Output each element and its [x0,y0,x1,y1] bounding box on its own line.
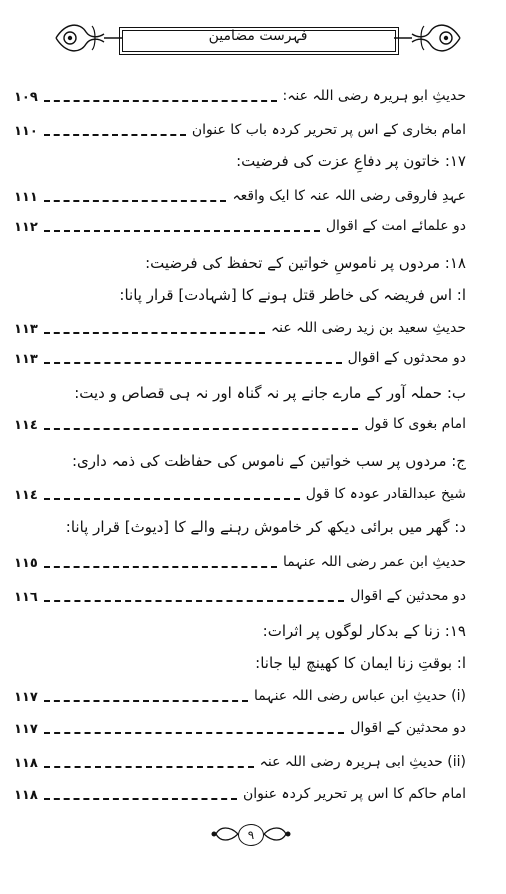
section-heading-text: ا: بوقتِ زنا ایمان کا کھینچ لیا جانا: [255,654,466,672]
section-heading-row [14,286,466,312]
page-ref-number: ١١٣ [14,352,38,367]
section-heading-text: ١٧: خاتون پر دفاعِ عزت کی فرضیت: [236,152,466,170]
toc-entry-row [14,786,466,812]
page-ref-number: ١١٨ [14,788,38,803]
leader-dashes [44,362,342,364]
toc-entry-row [14,588,466,614]
leader-dashes [44,134,186,136]
page-title: فہرست مضامین [208,28,308,44]
toc-entry-row [14,88,466,114]
entry-title: دو محدثوں کے اقوال [347,350,466,366]
page-ref-number: ١١٥ [14,556,38,571]
page-ref-number: ١١٧ [14,722,38,737]
toc-entry-row [14,218,466,244]
page-footer [210,820,292,848]
section-heading-text: ا: اس فریضہ کی خاطر قتل ہونے کا [شہادت] قرار پانا: [119,286,466,304]
entry-title: دو علمائے امت کے اقوال [325,218,466,234]
toc-entry-row [14,720,466,746]
entry-title: دو محدثین کے اقوال [350,720,466,736]
page-ref-number: ١١٦ [14,590,38,605]
entry-title: حدیثِ ابو ہریرہ رضی اللہ عنہ: [282,88,466,104]
leader-dashes [44,230,320,232]
page-number: ٩ [238,824,264,846]
leader-dashes [44,700,248,702]
toc-entry-row [14,688,466,714]
toc-entry-row [14,350,466,376]
section-heading-text: د: گھر میں برائی دیکھ کر خاموش رہنے والے کا [دیوث] قرار پانا: [65,518,466,536]
leader-dashes [44,200,226,202]
toc-entry-row [14,416,466,442]
toc-entry-row [14,122,466,148]
section-heading-row [14,518,466,544]
entry-title: امام بخاری کے اس پر تحریر کردہ باب کا عنوان [191,122,466,138]
entry-title: (ii) حدیثِ ابی ہریرہ رضی اللہ عنہ [259,754,466,770]
entry-title: (i) حدیثِ ابن عباس رضی اللہ عنہما [254,688,466,704]
toc-entry-row [14,188,466,214]
page-ref-number: ١١٤ [14,418,38,433]
leader-dashes [44,332,265,334]
section-heading-text: ج: مردوں پر سب خواتین کے ناموس کی حفاظت کی ذمہ داری: [71,452,466,470]
toc-entry-row [14,554,466,580]
entry-title: حدیثِ ابن عمر رضی اللہ عنہما [283,554,466,570]
leader-dashes [44,498,300,500]
section-heading-text: ب: حملہ آور کے مارے جانے پر نہ گناہ اور نہ ہی قصاص و دیت: [74,384,466,402]
page-ref-number: ١١٣ [14,322,38,337]
leader-dashes [44,600,344,602]
page-ref-number: ١١١ [14,190,38,205]
section-heading-row [14,622,466,648]
page-header [52,16,464,60]
leader-dashes [44,428,358,430]
page-ref-number: ١١٢ [14,220,38,235]
toc-entry-row [14,486,466,512]
section-heading-text: ١٨: مردوں پر ناموسِ خواتین کے تحفظ کی فرضیت: [145,254,466,272]
entry-title: عہدِ فاروقی رضی اللہ عنہ کا ایک واقعہ [232,188,466,204]
toc-entry-row [14,754,466,780]
footer-ornament-left-icon [210,826,238,842]
leader-dashes [44,766,254,768]
section-heading-row [14,452,466,478]
footer-ornament-right-icon [264,826,292,842]
page-ref-number: ١١٠ [14,124,38,139]
section-heading-row [14,384,466,410]
leader-dashes [44,566,277,568]
entry-title: حدیثِ سعید بن زید رضی اللہ عنہ [270,320,466,336]
section-heading-row [14,654,466,680]
entry-title: امام حاکم کا اس پر تحریر کردہ عنوان [243,786,466,802]
page-ref-number: ١٠٩ [14,90,38,105]
entry-title: شیخ عبدالقادر عودہ کا قول [305,486,466,502]
leader-dashes [44,732,344,734]
header-ornament-left-icon [52,16,122,60]
page-ref-number: ١١٧ [14,690,38,705]
leader-dashes [44,100,277,102]
page-ref-number: ١١٤ [14,488,38,503]
section-heading-row [14,152,466,178]
entry-title: امام بغوی کا قول [364,416,466,432]
header-ornament-right-icon [394,16,464,60]
section-heading-text: ١٩: زنا کے بدکار لوگوں پر اثرات: [262,622,466,640]
page-ref-number: ١١٨ [14,756,38,771]
entry-title: دو محدثین کے اقوال [350,588,466,604]
section-heading-row [14,254,466,280]
leader-dashes [44,798,237,800]
toc-entry-row [14,320,466,346]
